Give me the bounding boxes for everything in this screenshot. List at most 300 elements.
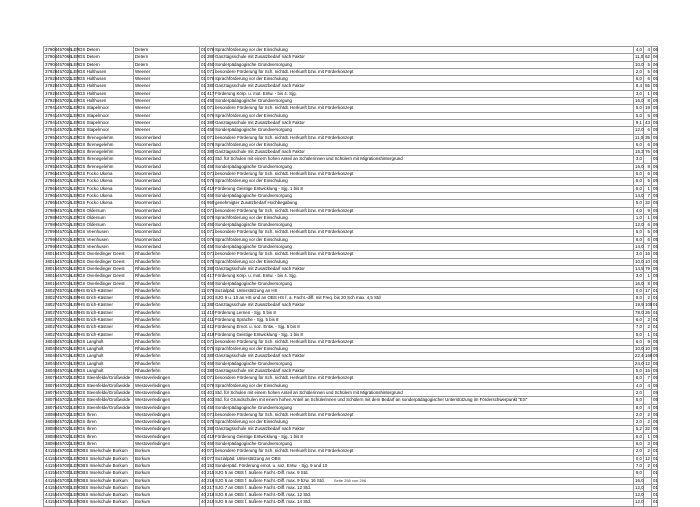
district-abbrev-cell: LER <box>71 338 80 344</box>
school-type-cell: 01 <box>201 119 206 125</box>
school-type-cell: 01 <box>201 178 206 184</box>
municipality-cell: Rhauderfehn <box>134 360 200 367</box>
district-abbrev-cell: LER <box>71 368 80 374</box>
measure-description-cell: SJG 9 an OBS f. äußere Facht.-Diff. max. 14 Std. <box>214 499 634 506</box>
school-number-cell: 44155 <box>45 477 58 483</box>
school-number-cell: 37928 <box>45 68 58 74</box>
group-code-cell: 05 <box>653 338 658 344</box>
table-row <box>44 448 658 455</box>
measure-code-cell: 450 <box>207 280 215 286</box>
hours-cell: 5,0 <box>634 397 644 404</box>
district-code-cell: 457014 <box>57 134 72 140</box>
school-number-cell: 44155 <box>45 484 58 490</box>
measure-description-cell: Std. für Schulen mit einem hohen Anteil an Schülerinnen und Schülern mit Migrationshintergrund <box>214 156 634 163</box>
measure-description-cell: Sprachförderung vor der Einschulung <box>214 112 634 119</box>
school-number-cell: 38088 <box>45 419 58 425</box>
school-name-cell: GS Langholt <box>78 338 134 345</box>
measure-code-cell: 076 <box>207 214 215 220</box>
hours-cell: 14,5 <box>635 265 644 271</box>
district-code-cell: 457014 <box>57 185 72 191</box>
hours-cell: 5,0 <box>634 105 644 112</box>
group-code-cell: 05 <box>653 258 658 264</box>
school-name-cell: GS Holthusen <box>78 68 134 75</box>
table-row <box>44 295 658 302</box>
count-cell: 109 <box>645 302 653 308</box>
municipality-cell: Rhauderfehn <box>134 287 200 294</box>
measure-description-cell: Sprachförderung vor der Einschulung <box>214 47 634 54</box>
group-code-cell: 05 <box>653 404 658 410</box>
municipality-cell: Weener <box>134 76 200 83</box>
group-code-cell: 01 <box>653 448 658 454</box>
measure-code-cell: 216 <box>207 477 215 483</box>
measure-description-cell: Sprachförderung vor der Einschulung <box>214 141 634 148</box>
school-name-cell: GS Stapelmoor <box>78 119 134 126</box>
school-name-cell: HS Erich-Kästner <box>78 295 134 302</box>
municipality-cell: Moormerland <box>134 244 200 251</box>
district-abbrev-cell: LER <box>71 171 80 177</box>
group-code-cell: 05 <box>653 222 658 228</box>
school-type-cell: 01 <box>201 61 206 67</box>
measure-code-cell: 077 <box>207 455 215 461</box>
district-abbrev-cell: LER <box>71 251 80 257</box>
municipality-cell: Detern <box>134 61 200 68</box>
count-cell: 2 <box>644 295 652 302</box>
hours-cell: 12,0 <box>635 492 644 498</box>
measure-description-cell: Ganztagsschule mit Zusatzbedarf nach Faktor <box>214 149 634 156</box>
hours-cell: 9,0 <box>634 470 644 477</box>
school-name-cell: GS Veenhusen <box>78 244 134 251</box>
group-code-cell: 05 <box>653 265 658 271</box>
table-row <box>44 156 658 163</box>
district-abbrev-cell: LER <box>71 222 80 228</box>
hours-cell: 15,3 <box>635 149 644 155</box>
district-abbrev-cell: LER <box>71 426 80 432</box>
count-cell: 16 <box>645 251 650 257</box>
measure-description-cell: Std. für Grundschulen mit einem hohen Anteil an Schülerinnen und Schülern mit dem Bedarf an sonderpädagogischer Unterstützung im Förderschwerpunkt "ES" <box>214 397 634 404</box>
hours-cell: 12,0 <box>635 499 644 505</box>
measure-description-cell: Ganztagsschule mit Zusatzbedarf nach Faktor <box>214 368 634 375</box>
school-name-cell: GS Ihrenegelehm <box>78 141 134 148</box>
school-name-cell: OBS Inselschule Borkum <box>78 492 134 499</box>
table-row <box>44 419 658 426</box>
measure-code-cell: 071 <box>207 338 215 344</box>
municipality-cell: Moormerland <box>134 192 200 199</box>
count-cell: 1 <box>644 433 652 440</box>
group-code-cell: 01 <box>653 331 658 337</box>
table-body <box>44 47 658 507</box>
municipality-cell: Moormerland <box>134 236 200 243</box>
district-code-cell: 457002 <box>57 455 72 461</box>
district-abbrev-cell: LER <box>71 192 80 198</box>
school-name-cell: GS Steenfelde/Großwolde <box>78 397 134 404</box>
count-cell <box>644 389 652 396</box>
district-abbrev-cell: LER <box>71 448 80 454</box>
school-number-cell: 37928 <box>45 98 58 104</box>
table-row <box>44 251 658 258</box>
measure-code-cell: 071 <box>207 171 215 177</box>
school-number-cell: 38015 <box>45 251 58 257</box>
school-type-cell: 01 <box>201 54 206 60</box>
district-code-cell: 457018 <box>57 360 72 366</box>
school-name-cell: GS Holthusen <box>78 83 134 90</box>
municipality-cell: Moormerland <box>134 134 200 141</box>
school-name-cell: GS Oldersum <box>78 214 134 221</box>
measure-description-cell: Förderung Emot. u. soz. Entw. - Sjg. 5 bis 8 <box>214 324 634 331</box>
measure-description-cell: besondere Förderung für Sch. nichtdt. Herkunft bzw. mit Förderkonzept <box>214 338 634 345</box>
municipality-cell: Rhauderfehn <box>134 258 200 265</box>
measure-code-cell: 410 <box>207 309 215 315</box>
count-cell: 2 <box>644 411 652 418</box>
measure-description-cell: SJG 6 an OBS f. äußere Facht.-Diff. max. 9 bzw. 16 Std. <box>214 477 634 484</box>
hours-cell: 12,0 <box>635 484 644 490</box>
measure-code-cell: 412 <box>207 324 215 330</box>
district-abbrev-cell: LER <box>71 280 80 286</box>
table-row <box>44 207 658 214</box>
table-row <box>44 360 658 367</box>
school-type-cell: 01 <box>201 375 206 381</box>
table-row <box>44 316 658 323</box>
school-number-cell: 44155 <box>45 448 58 454</box>
measure-code-cell: 450 <box>207 192 215 198</box>
school-type-cell: 01 <box>201 229 206 235</box>
municipality-cell: Moormerland <box>134 163 200 170</box>
table-row <box>44 236 658 243</box>
table-row <box>44 484 658 491</box>
hours-cell: 12,0 <box>635 222 644 228</box>
school-type-cell: 40 <box>201 484 206 490</box>
district-code-cell: 457022 <box>57 433 72 439</box>
hours-cell: 3,0 <box>634 251 644 258</box>
district-code-cell: 457002 <box>57 470 72 476</box>
measure-description-cell: Ganztagsschule mit Zusatzbedarf nach Faktor <box>214 302 634 309</box>
school-number-cell: 37990 <box>45 236 58 242</box>
school-type-cell: 01 <box>201 280 206 286</box>
count-cell <box>644 397 652 404</box>
school-name-cell: GS Detern <box>78 54 134 61</box>
table-row <box>44 375 658 382</box>
measure-description-cell: besondere Förderung für Sch. nichtdt. Herkunft bzw. mit Förderkonzept <box>214 68 634 75</box>
measure-code-cell: 380 <box>207 265 215 271</box>
school-number-cell: 37965 <box>45 185 58 191</box>
measure-code-cell: 219 <box>207 499 215 505</box>
school-number-cell: 38027 <box>45 287 58 293</box>
district-abbrev-cell: LER <box>71 470 80 476</box>
school-type-cell: 01 <box>201 134 206 140</box>
school-type-cell: 01 <box>201 389 206 395</box>
hours-cell: 3,0 <box>634 90 644 97</box>
measure-code-cell: 218 <box>207 492 215 498</box>
count-cell: 2 <box>644 462 652 469</box>
measure-description-cell: Förderung Lernen - Sjg. 5 bis 8 <box>214 309 634 316</box>
count-cell: 17 <box>645 287 650 293</box>
count-cell: 43 <box>645 119 650 125</box>
district-abbrev-cell: LER <box>71 309 80 315</box>
table-row <box>44 76 658 83</box>
hours-cell: 6,0 <box>634 141 644 148</box>
measure-description-cell: Förderung Geistige Entwicklung - Sjg. 1 bis 8 <box>214 433 634 440</box>
group-code-cell: 05 <box>653 214 658 220</box>
measure-description-cell: Sprachförderung vor der Einschulung <box>214 236 634 243</box>
table-row <box>44 411 658 418</box>
measure-code-cell: 419 <box>207 331 215 337</box>
count-cell <box>644 492 652 499</box>
district-code-cell: 457002 <box>57 462 72 468</box>
school-type-cell: 11 <box>201 324 206 330</box>
school-number-cell: 37965 <box>45 192 58 198</box>
count-cell: 6 <box>644 127 652 134</box>
hours-cell: 7,0 <box>634 324 644 331</box>
district-abbrev-cell: LER <box>71 462 80 468</box>
municipality-cell: Westoverledingen <box>134 433 200 440</box>
school-type-cell: 01 <box>201 47 206 52</box>
count-cell: 7 <box>644 192 652 199</box>
hours-cell: 0,0 <box>634 287 644 294</box>
district-abbrev-cell: LER <box>71 90 80 96</box>
count-cell: 6 <box>644 76 652 83</box>
measure-code-cell: 403 <box>207 397 215 403</box>
school-name-cell: HS Erich-Kästner <box>78 287 134 294</box>
count-cell <box>644 484 652 491</box>
municipality-cell: Rhauderfehn <box>134 309 200 316</box>
hours-cell: 1,0 <box>634 214 644 221</box>
municipality-cell: Weener <box>134 112 200 119</box>
school-number-cell: 37953 <box>45 134 58 140</box>
hours-cell: 0,0 <box>634 455 644 462</box>
district-abbrev-cell: LER <box>71 236 80 242</box>
district-abbrev-cell: LER <box>71 419 80 425</box>
school-name-cell: GS Holthusen <box>78 98 134 105</box>
measure-description-cell: Sonderpädagogische Grundversorgung <box>214 441 634 448</box>
count-cell <box>644 156 652 163</box>
hours-cell: 4,0 <box>634 47 644 54</box>
school-number-cell: 38027 <box>45 302 58 308</box>
municipality-cell: Moormerland <box>134 171 200 178</box>
measure-code-cell: 201 <box>207 295 215 301</box>
hours-cell: 4,0 <box>634 382 644 389</box>
municipality-cell: Moormerland <box>134 141 200 148</box>
district-code-cell: 457018 <box>57 331 72 337</box>
count-cell: 5 <box>644 61 652 68</box>
hours-cell: 2,0 <box>634 411 644 418</box>
measure-code-cell: 380 <box>207 54 215 60</box>
hours-cell: 12,0 <box>635 127 644 133</box>
group-code-cell: 01 <box>653 302 658 308</box>
district-abbrev-cell: LER <box>71 382 80 388</box>
measure-code-cell: 417 <box>207 90 215 96</box>
school-number-cell: 38027 <box>45 316 58 322</box>
measure-code-cell: 401 <box>207 156 215 162</box>
count-cell: 8 <box>644 98 652 105</box>
table-row <box>44 178 658 185</box>
school-number-cell: 38076 <box>45 404 58 410</box>
count-cell: 8 <box>644 163 652 170</box>
hours-cell: 7,0 <box>634 462 644 469</box>
district-abbrev-cell: LER <box>71 156 80 162</box>
school-type-cell: 01 <box>201 185 206 191</box>
school-type-cell: 01 <box>201 98 206 104</box>
hours-cell: 5,0 <box>634 433 644 440</box>
school-number-cell: 37904 <box>45 47 58 52</box>
school-name-cell: GS Oldersum <box>78 222 134 229</box>
group-code-cell: 06 <box>653 47 658 52</box>
measure-description-cell: Ganztagsschule mit Zusatzbedarf nach Faktor <box>214 265 634 272</box>
school-number-cell: 38088 <box>45 426 58 432</box>
group-code-cell: 05 <box>653 200 658 206</box>
group-code-cell: 01 <box>653 309 658 315</box>
district-abbrev-cell: LER <box>71 324 80 330</box>
table-row <box>44 265 658 272</box>
measure-description-cell: Ganztagsschule mit Zusatzbedarf nach Faktor <box>214 353 634 360</box>
measure-description-cell: besondere Förderung für Sch. nichtdt. Herkunft bzw. mit Förderkonzept <box>214 375 634 382</box>
measure-code-cell: 076 <box>207 236 215 242</box>
school-number-cell: 38015 <box>45 265 58 271</box>
district-code-cell: 457002 <box>57 477 72 483</box>
measure-code-cell: 380 <box>207 426 215 432</box>
school-number-cell: 38027 <box>45 295 58 301</box>
measure-code-cell: 419 <box>207 433 215 439</box>
school-number-cell: 38076 <box>45 375 58 381</box>
school-type-cell: 01 <box>201 105 206 111</box>
district-code-cell: 457002 <box>57 448 72 454</box>
page-footer: Seite 258 von 296 <box>333 478 367 483</box>
district-abbrev-cell: LER <box>71 411 80 417</box>
measure-code-cell: 380 <box>207 83 215 89</box>
school-number-cell: 38040 <box>45 353 58 359</box>
school-number-cell: 38015 <box>45 273 58 279</box>
count-cell <box>644 499 652 506</box>
municipality-cell: Weener <box>134 127 200 134</box>
school-number-cell: 38040 <box>45 346 58 352</box>
group-code-cell: 01 <box>653 499 658 505</box>
district-abbrev-cell: LER <box>71 295 80 301</box>
district-code-cell: 457018 <box>57 309 72 315</box>
district-code-cell: 457014 <box>57 222 72 228</box>
school-number-cell: 37928 <box>45 83 58 89</box>
count-cell: 4 <box>644 47 652 54</box>
measure-description-cell: besondere Förderung für Sch. nichtdt. Herkunft bzw. mit Förderkonzept <box>214 411 634 418</box>
count-cell: 5 <box>644 68 652 75</box>
hours-cell: 6,0 <box>634 316 644 323</box>
district-abbrev-cell: LER <box>71 229 80 235</box>
hours-cell: 10,0 <box>635 61 644 67</box>
group-code-cell: 01 <box>653 316 658 322</box>
measure-code-cell: 076 <box>207 178 215 184</box>
group-code-cell: 05 <box>653 397 658 403</box>
count-cell: 32 <box>645 200 650 206</box>
school-name-cell: GS Ihrenegelehm <box>78 134 134 141</box>
school-number-cell: 38015 <box>45 280 58 286</box>
count-cell: 9 <box>644 207 652 214</box>
school-number-cell: 44155 <box>45 499 58 505</box>
school-name-cell: GS Veenhusen <box>78 229 134 236</box>
group-code-cell: 05 <box>653 411 658 417</box>
table-row <box>44 258 658 265</box>
hours-cell: 2,0 <box>634 68 644 75</box>
measure-code-cell: 071 <box>207 105 215 111</box>
municipality-cell: Westoverledingen <box>134 441 200 448</box>
district-abbrev-cell: LER <box>71 149 80 155</box>
hours-cell: 19,9 <box>635 302 644 308</box>
hours-cell: 2,0 <box>634 389 644 396</box>
district-code-cell: 457018 <box>57 251 72 257</box>
district-code-cell: 457021 <box>57 68 72 74</box>
group-code-cell: 05 <box>653 90 658 96</box>
district-code-cell: 457021 <box>57 83 72 89</box>
district-code-cell: 457014 <box>57 236 72 242</box>
measure-description-cell: Sonderpädagogische Grundversorgung <box>214 61 634 68</box>
district-abbrev-cell: LER <box>71 360 80 366</box>
school-number-cell: 37990 <box>45 229 58 235</box>
district-abbrev-cell: LER <box>71 316 80 322</box>
hours-cell: 24,0 <box>635 360 644 366</box>
municipality-cell: Rhauderfehn <box>134 251 200 258</box>
table-row <box>44 499 658 506</box>
municipality-cell: Borkum <box>134 470 200 477</box>
table-row <box>44 68 658 75</box>
school-name-cell: HS Erich-Kästner <box>78 324 134 331</box>
school-name-cell: GS Ihrenegelehm <box>78 156 134 163</box>
measure-code-cell: 411 <box>207 316 214 322</box>
school-name-cell: HS Erich-Kästner <box>78 302 134 309</box>
district-code-cell: 457018 <box>57 302 72 308</box>
school-name-cell: GS Ihrenegelehm <box>78 163 134 170</box>
school-name-cell: OBS Inselschule Borkum <box>78 455 134 462</box>
district-code-cell: 457022 <box>57 375 72 381</box>
school-type-cell: 01 <box>201 426 206 432</box>
group-code-cell: 05 <box>653 134 658 140</box>
municipality-cell: Weener <box>134 105 200 112</box>
measure-description-cell: genehmigter Zusatzbedarf Hochbegabung <box>214 200 634 207</box>
district-code-cell: 457018 <box>57 353 72 359</box>
hours-cell: 6,0 <box>634 76 644 83</box>
count-cell: 35 <box>645 134 650 140</box>
group-code-cell: 01 <box>653 455 658 461</box>
table-row <box>44 61 658 68</box>
school-type-cell: 11 <box>201 287 206 293</box>
district-abbrev-cell: LER <box>71 68 80 74</box>
school-name-cell: GS Steenfelde/Großwolde <box>78 382 134 389</box>
hours-cell: 10,0 <box>635 346 644 352</box>
measure-description-cell: Sprachförderung vor der Einschulung <box>214 346 634 353</box>
school-type-cell: 01 <box>201 360 206 366</box>
measure-code-cell: 076 <box>207 419 215 425</box>
group-code-cell: 01 <box>653 324 658 330</box>
measure-description-cell: Sonderpädagogische Grundversorgung <box>214 98 634 105</box>
district-code-cell: 457018 <box>57 258 72 264</box>
hours-cell: 8,0 <box>634 375 644 382</box>
table-row <box>44 229 658 236</box>
hours-cell: 78,0 <box>635 309 644 315</box>
school-type-cell: 40 <box>201 492 206 498</box>
school-name-cell: GS Ihren <box>78 441 134 448</box>
hours-cell: 5,0 <box>634 178 644 185</box>
school-type-cell: 40 <box>201 477 206 483</box>
district-abbrev-cell: LER <box>71 83 80 89</box>
school-number-cell: 37941 <box>45 105 58 111</box>
group-code-cell: 01 <box>653 484 658 490</box>
school-name-cell: GS Ihrenegelehm <box>78 149 134 156</box>
measure-code-cell: 153 <box>207 462 215 468</box>
school-name-cell: GS Focko Ukena <box>78 185 134 192</box>
school-type-cell: 01 <box>201 258 206 264</box>
school-type-cell: 01 <box>201 419 206 425</box>
group-code-cell: 05 <box>653 105 658 111</box>
measure-description-cell: Sonderpädagogische Grundversorgung <box>214 360 634 367</box>
measure-description-cell: SJG 8 an OBS f. äußere Facht.-Diff. max. 12 Std. <box>214 492 634 499</box>
measure-code-cell: 071 <box>207 68 215 74</box>
school-number-cell: 44155 <box>45 492 58 498</box>
group-code-cell: 05 <box>653 360 658 366</box>
